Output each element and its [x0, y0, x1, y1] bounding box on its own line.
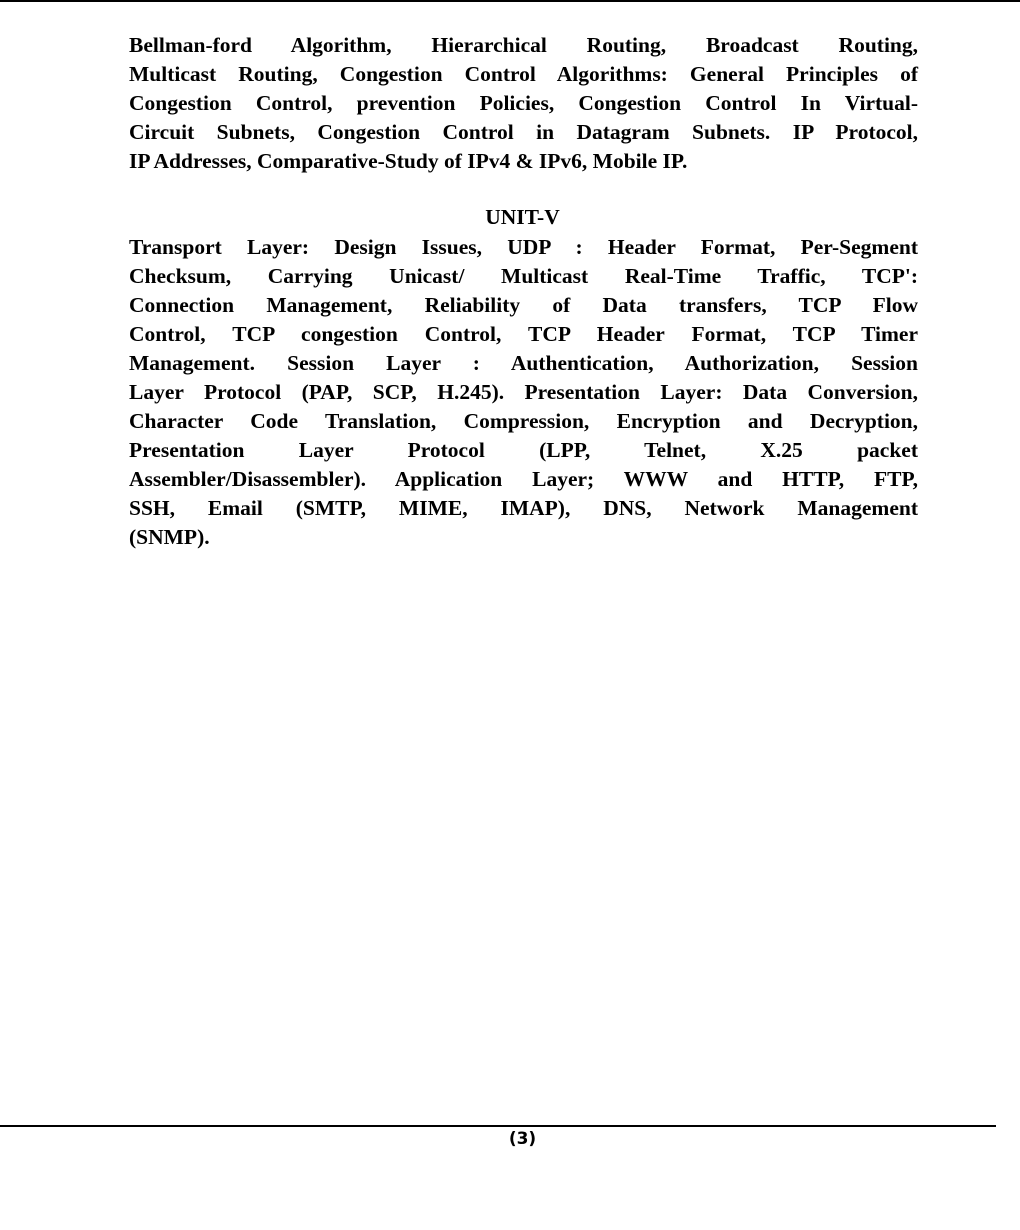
text-line: Character Code Translation, Compression, Encryption and Decryption, — [129, 409, 918, 433]
page-number: (3) — [508, 1129, 537, 1149]
text-line: Circuit Subnets, Congestion Control in Datagram Subnets. IP Protocol, — [129, 120, 918, 144]
syllabus-paragraph-unit-v — [129, 233, 918, 552]
syllabus-paragraph-unit-iv-continued — [129, 31, 918, 176]
text-line: Management. Session Layer : Authentication, Authorization, Session — [129, 351, 918, 375]
text-line: SSH, Email (SMTP, MIME, IMAP), DNS, Network Management — [129, 496, 918, 520]
text-line: (SNMP). — [129, 525, 210, 549]
text-line: Layer Protocol (PAP, SCP, H.245). Presentation Layer: Data Conversion, — [129, 380, 918, 404]
text-line: IP Addresses, Comparative-Study of IPv4 & IPv6, Mobile IP. — [129, 149, 688, 173]
header-rule — [0, 0, 1020, 2]
text-line: Transport Layer: Design Issues, UDP : Header Format, Per-Segment — [129, 235, 918, 259]
text-line: Assembler/Disassembler). Application Layer; WWW and HTTP, FTP, — [129, 467, 918, 491]
text-line: Checksum, Carrying Unicast/ Multicast Real-Time Traffic, TCP': — [129, 264, 918, 288]
text-line: Bellman-ford Algorithm, Hierarchical Routing, Broadcast Routing, — [129, 33, 918, 57]
text-line: Presentation Layer Protocol (LPP, Telnet, X.25 packet — [129, 438, 918, 462]
text-line: Control, TCP congestion Control, TCP Header Format, TCP Timer — [129, 322, 918, 346]
text-line: Connection Management, Reliability of Data transfers, TCP Flow — [129, 293, 918, 317]
text-line: Congestion Control, prevention Policies, Congestion Control In Virtual- — [129, 91, 918, 115]
unit-heading: UNIT-V — [485, 205, 560, 229]
text-line: Multicast Routing, Congestion Control Algorithms: General Principles of — [129, 62, 918, 86]
